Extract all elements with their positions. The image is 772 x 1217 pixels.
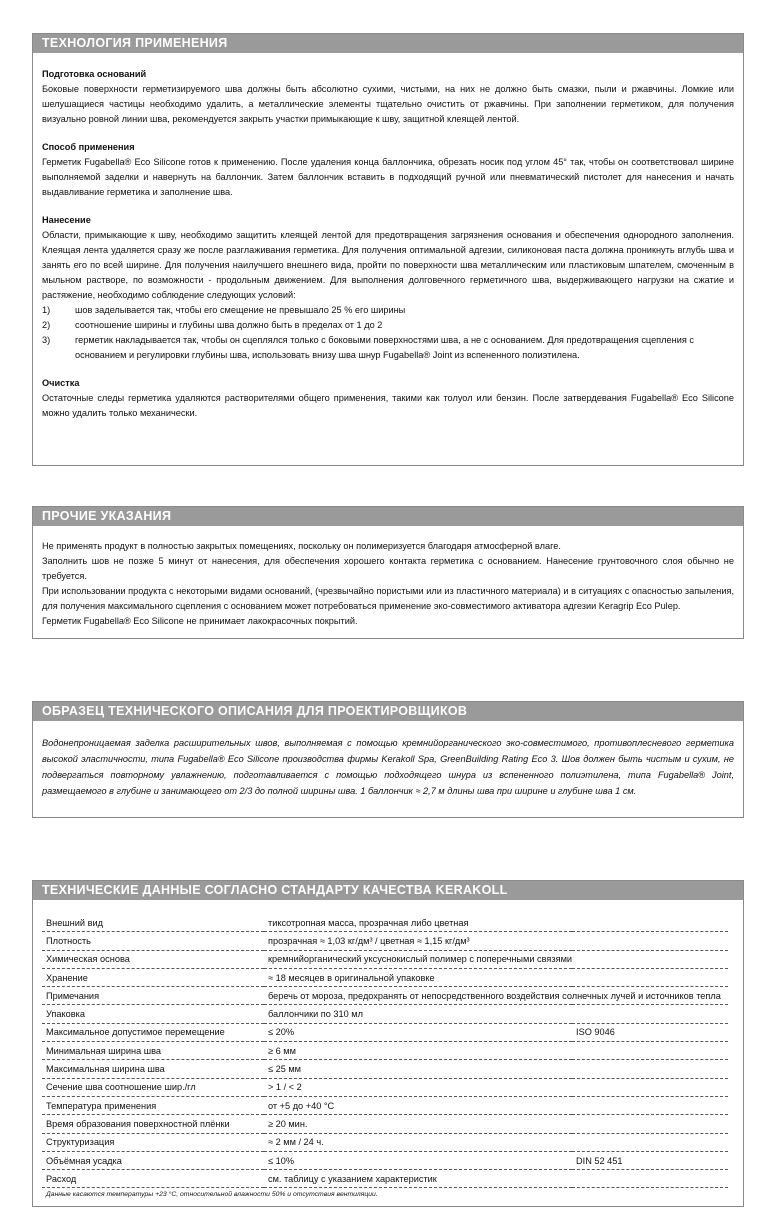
section-title: ОБРАЗЕЦ ТЕХНИЧЕСКОГО ОПИСАНИЯ ДЛЯ ПРОЕКТИРОВЩИКОВ bbox=[33, 702, 743, 721]
technical-data-section bbox=[32, 880, 744, 1207]
note-line: При использовании продукта с некоторыми видами оснований, (чрезвычайно пористыми или из пластичного материала) и в ситуациях с опасностью запыления, для получения максимального сцепления с основанием может потребоваться применение эко-совместимого активатора адгезии Keragrip Eco Pulep. bbox=[42, 586, 734, 611]
table-row: Объёмная усадка ≤ 10% DIN 52 451 bbox=[42, 1151, 728, 1169]
method-text: Герметик Fugabella® Eco Silicone готов к применению. После удаления конца баллончика, обрезать носик под углом 45° так, чтобы он соответствовал ширине выполняемой заделки и навернуть на баллончик. Затем баллончик вставить в подходящий ручной или пневматический пистолет для нанесения и начать выдавливание герметика и заполнение шва. bbox=[42, 157, 734, 197]
table-row: Максимальная ширина шва ≤ 25 мм bbox=[42, 1060, 728, 1078]
note-line: Герметик Fugabella® Eco Silicone не принимает лакокрасочных покрытий. bbox=[42, 616, 358, 626]
section-title: ТЕХНОЛОГИЯ ПРИМЕНЕНИЯ bbox=[33, 34, 743, 53]
method-heading: Способ применения bbox=[42, 142, 135, 152]
clean-text: Остаточные следы герметика удаляются растворителями общего применения, такими как толуол или бензин. После затвердевания Fugabella® Eco Silicone можно удалить только механически. bbox=[42, 393, 734, 418]
list-item: 1) шов заделывается так, чтобы его смещение не превышало 25 % его ширины bbox=[42, 305, 406, 315]
table-row: Максимальное допустимое перемещение ≤ 20% ISO 9046 bbox=[42, 1023, 728, 1041]
note-line: Не применять продукт в полностью закрытых помещениях, поскольку он полимеризуется благодаря атмосферной влаге. bbox=[42, 541, 561, 551]
table-row: Внешний вид тиксотропная масса, прозрачная либо цветная bbox=[42, 914, 728, 932]
section-title: ТЕХНИЧЕСКИЕ ДАННЫЕ СОГЛАСНО СТАНДАРТУ КАЧЕСТВА KERAKOLL bbox=[33, 881, 743, 900]
table-row: Температура применения от +5 до +40 °С bbox=[42, 1096, 728, 1114]
prep-text: Боковые поверхности герметизируемого шва должны быть абсолютно сухими, чистыми, на них не должно быть смазки, пыли и ржавчины. Ломкие или шелушащиеся частицы необходимо удалить, а металлические элементы тщательно очистить от ржавчины. При заполнении герметиком, для получения визуально ровной линии шва, рекомендуется закрыть участки примыкающие к шву, защитной клеящей лентой. bbox=[42, 84, 734, 124]
prep-heading: Подготовка оснований bbox=[42, 69, 147, 79]
table-row: Сечение шва соотношение шир./гл > 1 / < 2 bbox=[42, 1078, 728, 1096]
table-footnote: Данные касаются температуры +23 °С, относительной влажности 50% и отсутствия вентиляции. bbox=[46, 1191, 378, 1199]
spec-text: Водонепроницаемая заделка расширительных швов, выполняемая с помощью кремнийорганического эко-совместимого, противоплесневого герметика высокой эластичности, типа Fugabella® Eco Silicone производства фирмы Kerakoll Spa, GreenBuilding Rating Eco 3. Шов должен быть чистым и сухим, не подвергаться повторному увлажнению, подготавливается с помощью подходящего шнура из вспененного полиэтилена, типа Fugabella® Joint, размещаемого в глубине и занимающего от 2/3 до полной ширины шва. 1 баллончик ≈ 2,7 м длины шва при ширине и глубине шва 1 см. bbox=[42, 738, 734, 796]
list-item: 3) герметик накладывается так, чтобы он сцеплялся только с боковыми поверхностями шва, а не с основанием. Для предотвращения сцепления с основанием и регулировки глубины шва, использовать внизу шва шнур Fugabella® Joint из вспененного полиэтилена. bbox=[42, 335, 694, 360]
note-line: Заполнить шов не позже 5 минут от нанесения, для обеспечения хорошего контакта герметика с основанием. Нанесение грунтовочного слоя обычно не требуется. bbox=[42, 556, 734, 581]
table-row: Расход см. таблицу с указанием характеристик bbox=[42, 1170, 728, 1188]
table-row: Плотность прозрачная ≈ 1,03 кг/дм³ / цветная ≈ 1,15 кг/дм³ bbox=[42, 932, 728, 950]
spec-description-section bbox=[32, 701, 744, 818]
table-row: Упаковка баллончики по 310 мл bbox=[42, 1005, 728, 1023]
list-item: 2) соотношение ширины и глубины шва должно быть в пределах от 1 до 2 bbox=[42, 320, 383, 330]
table-row: Примечания беречь от мороза, предохранять от непосредственного воздействия солнечных лучей и источников тепла bbox=[42, 987, 728, 1005]
tech-data-table bbox=[42, 914, 728, 1188]
application-technology-section bbox=[32, 33, 744, 466]
table-row: Химическая основа кремнийорганический уксуснокислый полимер с поперечными связями bbox=[42, 950, 728, 968]
table-row: Минимальная ширина шва ≥ 6 мм bbox=[42, 1042, 728, 1060]
clean-heading: Очистка bbox=[42, 378, 80, 388]
table-row: Время образования поверхностной плёнки ≥ 20 мин. bbox=[42, 1115, 728, 1133]
section-title: ПРОЧИЕ УКАЗАНИЯ bbox=[33, 507, 743, 526]
conditions-list bbox=[42, 303, 734, 363]
apply-heading: Нанесение bbox=[42, 215, 91, 225]
other-notes-section bbox=[32, 506, 744, 639]
apply-text: Области, примыкающие к шву, необходимо защитить клеящей лентой для предотвращения загрязнения основания и обеспечения однородного заполнения. Клеящая лента удаляется сразу же после разглаживания герметика. Для получения оптимальной адгезии, силиконовая паста должна проникнуть вглубь шва и занять его по всей ширине. Для получения наилучшего внешнего вида, пройти по поверхности шва металлическим или пластиковым шпателем, смоченным в мыльном растворе, по возможности - продольным движением. Для выполнения долговечного герметичного шва, выдерживающего нагрузки на сжатие и растяжение, необходимо соблюдение следующих условий: bbox=[42, 230, 734, 300]
table-row: Структуризация ≈ 2 мм / 24 ч. bbox=[42, 1133, 728, 1151]
table-row: Хранение ≈ 18 месяцев в оригинальной упаковке bbox=[42, 968, 728, 986]
